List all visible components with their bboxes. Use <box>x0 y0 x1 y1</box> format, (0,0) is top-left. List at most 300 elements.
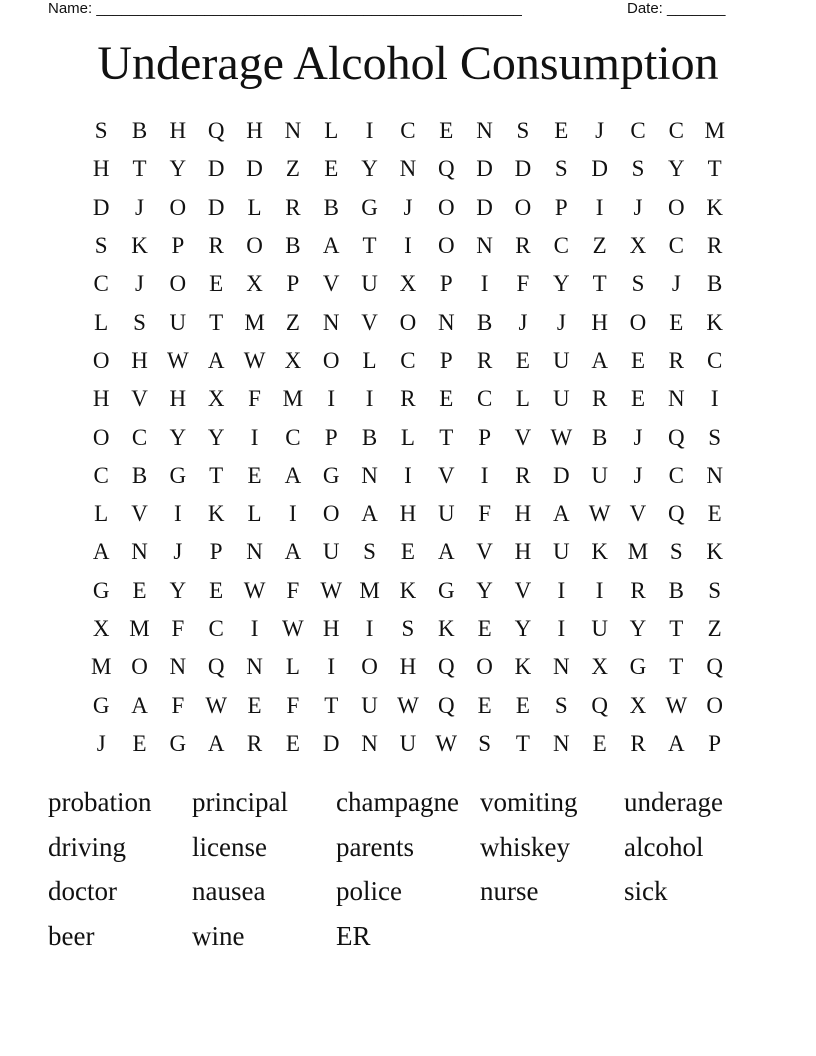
grid-letter: C <box>93 271 109 297</box>
date-field-label[interactable]: Date: _______ <box>627 0 726 17</box>
word-bank-item: underage <box>624 786 723 817</box>
grid-letter: O <box>629 309 647 335</box>
grid-letter: A <box>131 692 148 718</box>
grid-letter: T <box>209 309 224 335</box>
grid-letter: S <box>516 118 530 144</box>
grid-letter: J <box>633 424 643 450</box>
grid-letter: O <box>169 194 187 220</box>
grid-letter: E <box>132 577 147 603</box>
grid-letter: Q <box>668 424 685 450</box>
grid-letter: N <box>437 309 455 335</box>
grid-letter: E <box>707 501 722 527</box>
grid-letter: N <box>552 654 570 680</box>
grid-letter: H <box>92 386 110 412</box>
grid-letter: L <box>400 424 415 450</box>
grid-letter: W <box>397 692 419 718</box>
grid-letter: E <box>477 692 492 718</box>
grid-letter: I <box>250 424 259 450</box>
grid-letter: D <box>476 156 493 182</box>
grid-letter: B <box>361 424 378 450</box>
grid-letter: S <box>478 730 491 756</box>
grid-letter: U <box>437 501 455 527</box>
grid-letter: A <box>322 233 340 259</box>
grid-letter: R <box>630 577 646 603</box>
grid-letter: Y <box>668 156 685 182</box>
grid-letter: J <box>595 118 605 144</box>
grid-letter: I <box>404 462 412 488</box>
grid-letter: F <box>248 386 261 412</box>
grid-letter: L <box>247 194 262 220</box>
grid-letter: M <box>129 616 150 641</box>
grid-letter: P <box>554 194 568 220</box>
word-bank <box>48 780 768 959</box>
grid-letter: Q <box>437 692 455 718</box>
grid-letter: E <box>630 347 646 373</box>
grid-letter: R <box>515 233 531 259</box>
grid-letter: V <box>437 462 455 488</box>
grid-letter: Q <box>591 692 608 718</box>
grid-letter: P <box>286 271 300 297</box>
grid-letter: I <box>557 577 566 603</box>
grid-letter: O <box>246 233 263 259</box>
grid-letter: N <box>476 233 493 259</box>
grid-letter: N <box>476 118 493 144</box>
grid-letter: N <box>246 654 263 680</box>
grid-letter: E <box>209 271 224 297</box>
header-row <box>0 0 816 20</box>
grid-letter: K <box>706 194 723 220</box>
grid-letter: O <box>92 424 110 450</box>
word-search-grid <box>82 112 734 763</box>
grid-letter: I <box>289 501 297 527</box>
grid-letter: L <box>362 347 377 373</box>
grid-letter: B <box>707 271 723 297</box>
grid-letter: I <box>365 616 374 641</box>
grid-letter: T <box>439 424 454 450</box>
grid-letter: P <box>171 233 185 259</box>
grid-letter: W <box>167 347 189 373</box>
grid-letter: I <box>595 194 604 220</box>
grid-letter: Y <box>476 577 493 603</box>
grid-letter: C <box>131 424 148 450</box>
grid-letter: W <box>435 730 458 756</box>
grid-letter: I <box>404 233 412 259</box>
grid-letter: A <box>668 730 685 756</box>
grid-letter: Y <box>514 616 532 641</box>
grid-letter: S <box>401 616 415 641</box>
grid-letter: C <box>208 616 224 641</box>
grid-letter: E <box>400 539 415 565</box>
grid-letter: Y <box>169 424 187 450</box>
grid-letter: E <box>209 577 224 603</box>
grid-letter: P <box>439 271 453 297</box>
grid-letter: B <box>131 462 148 488</box>
grid-letter: R <box>400 386 416 412</box>
grid-letter: A <box>207 347 225 373</box>
grid-letter: N <box>668 386 685 412</box>
grid-letter: G <box>169 730 187 756</box>
grid-letter: E <box>630 386 646 412</box>
grid-letter: K <box>437 616 455 641</box>
grid-letter: U <box>361 692 378 718</box>
grid-letter: V <box>629 501 647 527</box>
grid-letter: I <box>480 271 489 297</box>
grid-letter: V <box>131 386 148 412</box>
word-bank-item: sick <box>624 876 668 907</box>
grid-letter: E <box>477 616 492 641</box>
grid-letter: U <box>322 539 340 565</box>
word-bank-item: police <box>336 876 402 907</box>
grid-letter: V <box>361 309 378 335</box>
grid-letter: Z <box>285 156 300 182</box>
grid-letter: X <box>629 233 647 259</box>
grid-letter: J <box>633 462 643 488</box>
grid-letter: N <box>706 462 723 488</box>
grid-letter: W <box>282 616 304 641</box>
grid-letter: J <box>96 730 106 756</box>
grid-letter: E <box>515 692 530 718</box>
grid-letter: R <box>707 233 723 259</box>
grid-letter: A <box>361 501 378 527</box>
grid-letter: L <box>247 501 262 527</box>
grid-letter: U <box>361 271 378 297</box>
grid-letter: N <box>284 118 302 144</box>
grid-letter: I <box>327 386 336 412</box>
grid-letter: J <box>556 309 566 335</box>
grid-letter: W <box>588 501 611 527</box>
grid-letter: U <box>399 730 417 756</box>
grid-letter: I <box>480 462 489 488</box>
grid-letter: Z <box>592 233 607 259</box>
grid-letter: G <box>169 462 187 488</box>
grid-letter: B <box>285 233 301 259</box>
grid-letter: X <box>284 347 302 373</box>
grid-letter: J <box>403 194 413 220</box>
grid-letter: T <box>362 233 377 259</box>
grid-letter: K <box>706 309 723 335</box>
grid-letter: T <box>592 271 607 297</box>
grid-letter: T <box>209 462 224 488</box>
grid-letter: E <box>592 730 607 756</box>
grid-letter: U <box>552 347 570 373</box>
grid-letter: S <box>554 692 568 718</box>
grid-letter: E <box>439 386 454 412</box>
grid-letter: G <box>92 692 110 718</box>
grid-letter: L <box>94 309 109 335</box>
grid-letter: O <box>169 271 187 297</box>
grid-letter: J <box>633 194 643 220</box>
grid-letter: W <box>243 577 266 603</box>
grid-letter: F <box>286 577 300 603</box>
grid-letter: N <box>322 309 340 335</box>
word-bank-item: alcohol <box>624 831 704 862</box>
grid-letter: E <box>132 730 147 756</box>
grid-letter: B <box>323 194 339 220</box>
grid-letter: J <box>518 309 528 335</box>
word-bank-item: driving <box>48 831 126 862</box>
grid-letter: H <box>399 654 417 680</box>
grid-letter: W <box>320 577 343 603</box>
grid-letter: I <box>595 577 604 603</box>
grid-letter: J <box>135 271 144 297</box>
grid-letter: I <box>327 654 336 680</box>
grid-letter: O <box>361 654 378 680</box>
grid-letter: Q <box>437 654 455 680</box>
grid-letter: N <box>361 462 378 488</box>
name-field-label[interactable]: Name: ___________________________________________________ <box>48 0 522 17</box>
grid-letter: E <box>439 118 454 144</box>
grid-letter: T <box>707 156 722 182</box>
grid-letter: D <box>552 462 570 488</box>
grid-letter: L <box>515 386 530 412</box>
grid-letter: E <box>324 156 339 182</box>
grid-letter: W <box>665 692 688 718</box>
grid-letter: S <box>554 156 568 182</box>
word-bank-item: wine <box>192 920 245 951</box>
grid-letter: J <box>173 539 183 565</box>
grid-letter: K <box>706 539 723 565</box>
grid-letter: X <box>246 271 263 297</box>
grid-letter: I <box>365 118 374 144</box>
grid-letter: S <box>669 539 683 565</box>
grid-letter: X <box>591 654 608 680</box>
grid-letter: A <box>591 347 608 373</box>
grid-letter: Y <box>207 424 225 450</box>
grid-letter: W <box>550 424 573 450</box>
grid-letter: E <box>669 309 684 335</box>
grid-letter: U <box>552 386 570 412</box>
grid-letter: E <box>554 118 569 144</box>
grid-letter: X <box>399 271 417 297</box>
grid-letter: C <box>553 233 569 259</box>
grid-letter: J <box>135 194 144 220</box>
grid-letter: S <box>133 309 146 335</box>
word-bank-item: doctor <box>48 876 117 907</box>
grid-letter: Y <box>552 271 570 297</box>
grid-letter: D <box>322 730 340 756</box>
grid-letter: H <box>246 118 263 144</box>
grid-letter: U <box>169 309 187 335</box>
grid-letter: O <box>322 347 340 373</box>
grid-letter: S <box>363 539 376 565</box>
grid-letter: E <box>515 347 530 373</box>
grid-letter: K <box>514 654 532 680</box>
grid-letter: G <box>361 194 378 220</box>
grid-letter: H <box>92 156 110 182</box>
word-bank-item: beer <box>48 920 95 951</box>
grid-letter: G <box>92 577 110 603</box>
grid-letter: V <box>514 577 532 603</box>
grid-letter: Y <box>169 156 187 182</box>
grid-letter: K <box>131 233 148 259</box>
grid-letter: D <box>207 194 225 220</box>
grid-letter: O <box>92 347 110 373</box>
grid-letter: G <box>322 462 340 488</box>
grid-letter: O <box>668 194 685 220</box>
grid-letter: P <box>209 539 223 565</box>
grid-letter: A <box>284 539 302 565</box>
grid-letter: Y <box>629 616 647 641</box>
grid-letter: K <box>399 577 417 603</box>
grid-letter: L <box>285 654 300 680</box>
grid-letter: M <box>627 539 649 565</box>
grid-letter: C <box>400 118 416 144</box>
grid-letter: Q <box>668 501 685 527</box>
grid-letter: H <box>169 386 187 412</box>
grid-letter: Y <box>361 156 378 182</box>
grid-letter: V <box>322 271 340 297</box>
grid-letter: M <box>90 654 112 680</box>
grid-letter: C <box>668 233 684 259</box>
grid-letter: Q <box>437 156 455 182</box>
grid-letter: A <box>207 730 225 756</box>
word-bank-item: nausea <box>192 876 266 907</box>
grid-letter: O <box>131 654 148 680</box>
grid-letter: L <box>324 118 339 144</box>
grid-letter: R <box>630 730 646 756</box>
grid-letter: N <box>361 730 378 756</box>
page-title: Underage Alcohol Consumption <box>97 37 719 90</box>
grid-letter: R <box>285 194 301 220</box>
grid-letter: P <box>439 347 453 373</box>
grid-letter: H <box>322 616 340 641</box>
grid-letter: I <box>174 501 182 527</box>
grid-letter: O <box>437 194 455 220</box>
word-bank-item: probation <box>48 786 152 817</box>
grid-letter: A <box>284 462 302 488</box>
grid-letter: R <box>668 347 684 373</box>
grid-letter: O <box>706 692 723 718</box>
grid-letter: R <box>208 233 224 259</box>
grid-letter: A <box>92 539 110 565</box>
grid-letter: X <box>92 616 110 641</box>
grid-letter: P <box>324 424 338 450</box>
grid-letter: R <box>591 386 608 412</box>
grid-letter: X <box>207 386 225 412</box>
grid-letter: D <box>591 156 608 182</box>
grid-letter: X <box>629 692 647 718</box>
grid-letter: S <box>94 118 108 144</box>
grid-letter: F <box>171 616 185 641</box>
grid-letter: I <box>250 616 259 641</box>
word-bank-item: champagne <box>336 786 459 817</box>
grid-letter: F <box>286 692 300 718</box>
grid-letter: A <box>437 539 455 565</box>
grid-letter: Q <box>706 654 723 680</box>
grid-letter: O <box>514 194 532 220</box>
grid-letter: T <box>669 616 684 641</box>
word-bank-item: nurse <box>480 876 539 907</box>
grid-letter: O <box>437 233 455 259</box>
grid-letter: I <box>365 386 374 412</box>
word-bank-item: parents <box>336 831 414 862</box>
grid-letter: D <box>92 194 110 220</box>
grid-letter: N <box>169 654 187 680</box>
grid-letter: E <box>285 730 300 756</box>
grid-letter: O <box>322 501 340 527</box>
grid-letter: C <box>476 386 493 412</box>
grid-letter: D <box>476 194 493 220</box>
grid-letter: C <box>285 424 301 450</box>
grid-letter: W <box>243 347 266 373</box>
grid-letter: T <box>515 730 530 756</box>
grid-letter: Y <box>169 577 187 603</box>
grid-letter: M <box>282 386 304 412</box>
grid-letter: K <box>591 539 608 565</box>
grid-letter: Z <box>285 309 300 335</box>
grid-letter: N <box>399 156 417 182</box>
grid-letter: H <box>399 501 417 527</box>
grid-letter: G <box>629 654 647 680</box>
grid-letter: H <box>131 347 148 373</box>
grid-letter: U <box>552 539 570 565</box>
grid-letter: C <box>707 347 723 373</box>
grid-letter: R <box>246 730 263 756</box>
grid-letter: H <box>514 539 532 565</box>
grid-letter: L <box>94 501 109 527</box>
grid-letter: C <box>400 347 416 373</box>
grid-letter: P <box>708 730 722 756</box>
grid-letter: Z <box>707 616 722 641</box>
grid-letter: B <box>131 118 148 144</box>
grid-letter: W <box>205 692 228 718</box>
grid-letter: H <box>591 309 608 335</box>
grid-letter: R <box>515 462 531 488</box>
grid-letter: T <box>669 654 684 680</box>
grid-letter: P <box>478 424 491 450</box>
grid-letter: I <box>710 386 719 412</box>
grid-letter: S <box>631 156 645 182</box>
grid-letter: F <box>516 271 530 297</box>
grid-letter: M <box>359 577 380 603</box>
grid-letter: V <box>514 424 532 450</box>
grid-letter: T <box>132 156 147 182</box>
grid-letter: S <box>631 271 645 297</box>
grid-letter: Q <box>207 118 225 144</box>
grid-letter: F <box>171 692 185 718</box>
grid-letter: U <box>591 616 608 641</box>
grid-letter: A <box>552 501 570 527</box>
grid-letter: U <box>591 462 608 488</box>
grid-letter: O <box>476 654 493 680</box>
grid-letter: V <box>131 501 148 527</box>
grid-letter: C <box>668 118 684 144</box>
grid-letter: S <box>94 233 108 259</box>
grid-letter: G <box>437 577 455 603</box>
word-bank-item: principal <box>192 786 288 817</box>
word-bank-item: ER <box>336 920 371 951</box>
grid-letter: R <box>476 347 493 373</box>
grid-letter: B <box>591 424 608 450</box>
grid-letter: M <box>244 309 265 335</box>
grid-letter: D <box>246 156 263 182</box>
grid-letter: K <box>207 501 225 527</box>
grid-letter: N <box>552 730 570 756</box>
grid-letter: H <box>514 501 532 527</box>
grid-letter: M <box>704 118 725 144</box>
grid-letter: S <box>708 424 722 450</box>
grid-letter: D <box>514 156 532 182</box>
grid-letter: C <box>668 462 684 488</box>
grid-letter: O <box>399 309 417 335</box>
grid-letter: S <box>708 577 722 603</box>
grid-letter: E <box>247 462 262 488</box>
grid-letter: F <box>478 501 491 527</box>
grid-letter: J <box>671 271 681 297</box>
grid-letter: T <box>324 692 339 718</box>
grid-letter: E <box>247 692 262 718</box>
word-bank-item: whiskey <box>480 831 570 862</box>
